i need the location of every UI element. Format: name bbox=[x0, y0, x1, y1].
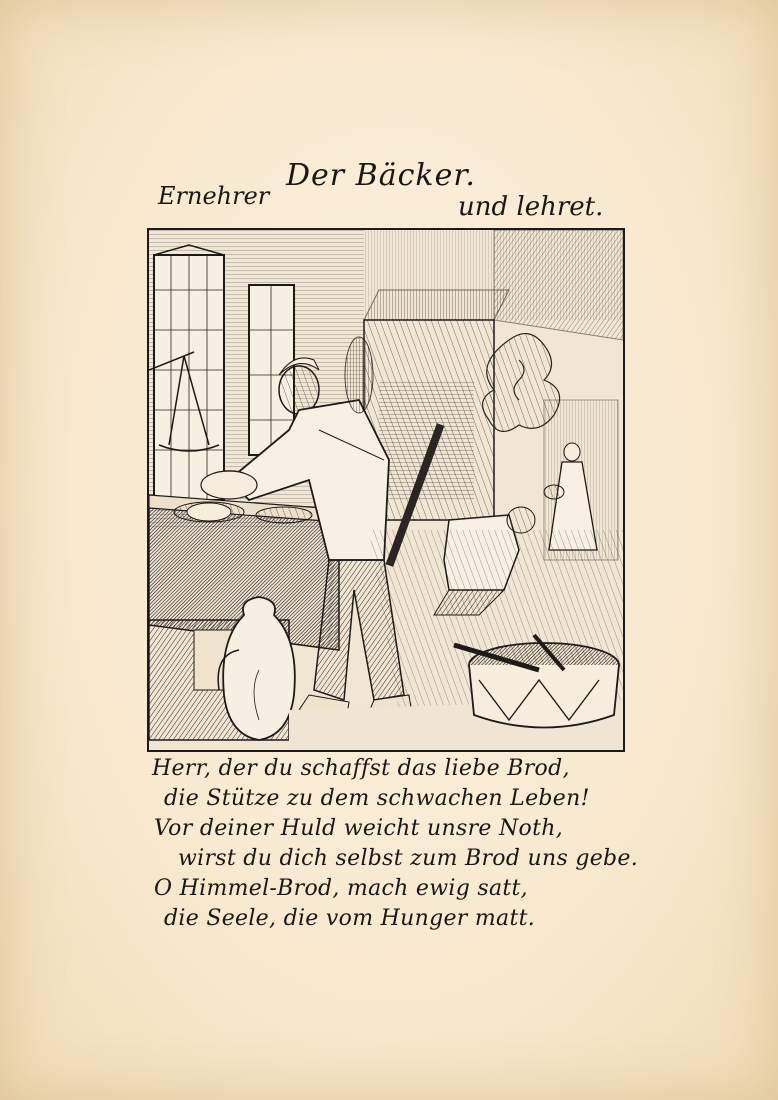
heading-right-motto: und lehret. bbox=[458, 192, 604, 222]
heading-left-motto: Ernehrer bbox=[158, 182, 270, 210]
verse-line: die Seele, die vom Hunger matt. bbox=[164, 906, 536, 931]
plate-title: Der Bäcker. bbox=[286, 158, 476, 193]
verse-line: Herr, der du schaffst das liebe Brod, bbox=[152, 756, 570, 781]
verse-line: O Himmel-Brod, mach ewig satt, bbox=[154, 876, 528, 901]
verse-block bbox=[150, 756, 639, 946]
verse-line: die Stütze zu dem schwachen Leben! bbox=[164, 786, 590, 811]
baker-engraving bbox=[147, 228, 625, 752]
engraving-icon bbox=[149, 230, 623, 750]
verse-line: wirst du dich selbst zum Brod uns gebe. bbox=[178, 846, 639, 871]
verse-line: Vor deiner Huld weicht unsre Noth, bbox=[154, 816, 563, 841]
plate-heading bbox=[150, 158, 630, 230]
